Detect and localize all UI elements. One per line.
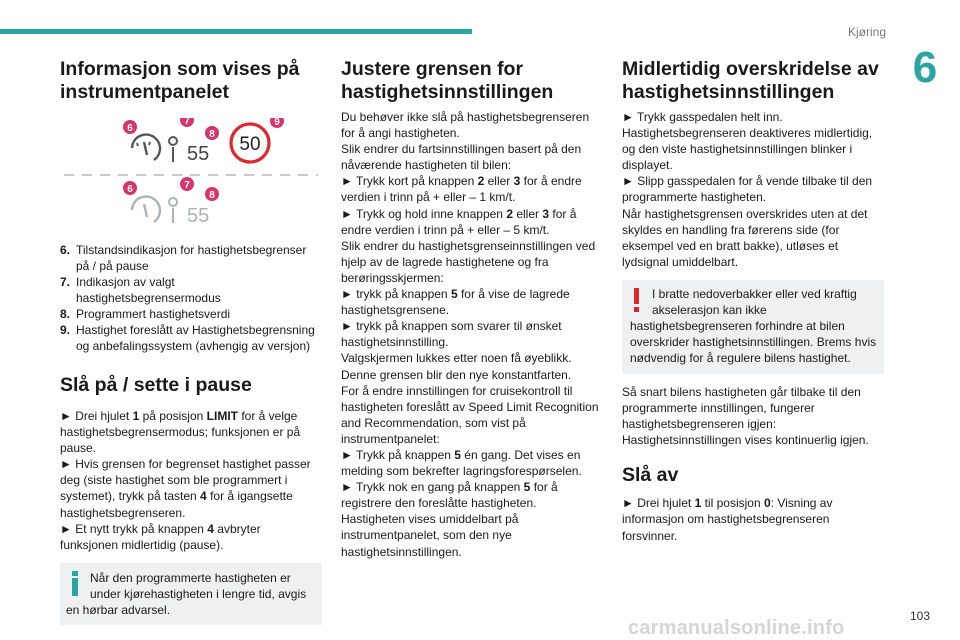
svg-text:6: 6 bbox=[127, 123, 133, 134]
callout-6-bottom bbox=[123, 181, 137, 195]
paragraph: For å endre innstillingen for cruisekontroll til hastigheten foreslått av Speed Limit Recognition and Recommendation, som vist på instrumentpanelet: bbox=[341, 383, 599, 446]
paragraph: ► Trykk og hold inne knappen 2 eller 3 for å endre verdien i trinn på + eller – 5 km/t. bbox=[341, 206, 577, 237]
paragraph: ► trykk på knappen som svarer til ønsket hastighetsinnstilling. bbox=[341, 319, 562, 350]
paragraph: ► Trykk kort på knappen 2 eller 3 for å endre verdien i trinn på + eller – 1 km/t. bbox=[341, 174, 582, 205]
heading-adjust-limit: Justere grensen for hastighetsinnstillingen bbox=[341, 58, 554, 103]
column-2 bbox=[341, 58, 603, 560]
speed-limiter-illustration bbox=[60, 118, 322, 226]
paragraph: ► Slipp gasspedalen for å vende tilbake til den programmerte hastigheten. bbox=[622, 174, 873, 205]
watermark: carmanualsonline.info bbox=[628, 617, 845, 639]
speedometer-icon bbox=[132, 135, 160, 160]
speedometer-icon-inactive bbox=[132, 197, 160, 222]
heading-turn-off: Slå av bbox=[622, 464, 679, 487]
callout-6-top bbox=[123, 120, 137, 134]
speed-display-top: 55 bbox=[187, 143, 210, 165]
warning-icon bbox=[630, 286, 646, 316]
limiter-mode-icon bbox=[169, 137, 177, 162]
heading-activate-pause: Slå på / sette i pause bbox=[60, 374, 252, 396]
section-label: Kjøring bbox=[847, 25, 886, 39]
svg-text:9: 9 bbox=[274, 118, 280, 128]
limit-sign-value: 50 bbox=[239, 134, 261, 155]
speed-display-bottom: 55 bbox=[187, 205, 210, 226]
paragraph: Når hastighetsgrensen overskrides uten at det skyldes en handling fra førerens side (for eksempel ved en bratt bakke), utløses et lydsignal umiddelbart. bbox=[622, 206, 868, 269]
list-item: 8. Programmert hastighetsverdi bbox=[60, 307, 231, 321]
paragraph: ► Trykk gasspedalen helt inn. bbox=[622, 110, 783, 124]
svg-text:6: 6 bbox=[127, 184, 133, 195]
heading-temporary-exceed: Midlertidig overskridelse av hastighetsinnstillingen bbox=[622, 58, 879, 103]
list-item: 6. Tilstandsindikasjon for hastighetsbegrenser på / på pause bbox=[60, 243, 307, 273]
paragraph: Du behøver ikke slå på hastighetsbegrenseren for å angi hastigheten. bbox=[341, 110, 590, 141]
page-number: 103 bbox=[909, 609, 930, 623]
callout-9-top bbox=[270, 118, 284, 128]
column-3 bbox=[622, 58, 884, 544]
paragraph: Hastighetsbegrenseren deaktiveres midlertidig, og den viste hastighetsinnstillingen blinker i displayet. bbox=[622, 126, 873, 173]
speed-limiter-figure bbox=[60, 118, 322, 226]
svg-text:7: 7 bbox=[184, 180, 190, 191]
column-1 bbox=[60, 58, 322, 625]
callout-8-bottom bbox=[205, 187, 219, 201]
paragraph: Denne grensen blir den nye konstantfarten. bbox=[341, 367, 572, 382]
paragraph: ► Et nytt trykk på knappen 4 avbryter funksjonen midlertidig (pause). bbox=[60, 521, 261, 552]
callout-7-top bbox=[180, 118, 194, 127]
limiter-mode-icon-inactive bbox=[169, 198, 177, 223]
svg-text:7: 7 bbox=[184, 118, 190, 127]
info-icon bbox=[66, 570, 86, 596]
legend-list bbox=[60, 242, 322, 354]
paragraph: ► Drei hjulet 1 på posisjon LIMIT for å velge hastighetsbegrensermodus; funksjonen er på pause. bbox=[60, 409, 301, 456]
chapter-number: 6 bbox=[912, 43, 938, 92]
paragraph: Slik endrer du fartsinnstillingen basert på den nåværende hastigheten til bilen: bbox=[341, 142, 582, 173]
svg-text:8: 8 bbox=[209, 129, 215, 140]
paragraph: Slik endrer du hastighetsgrenseinnstillingen ved hjelp av de lagrede hastighetene og fra berøringsskjermen: bbox=[341, 238, 596, 285]
paragraph: ► trykk på knappen 5 for å vise de lagrede hastighetsgrensene. bbox=[341, 287, 570, 318]
paragraph: Hastigheten vises umiddelbart på instrumentpanelet, som den nye hastighetsinnstillingen. bbox=[341, 512, 519, 559]
paragraph: ► Trykk på knappen 5 én gang. Det vises en melding som bekrefter lagringsforespørselen. bbox=[341, 447, 582, 479]
warning-text: I bratte nedoverbakker eller ved kraftig akselerasjon kan ikke hastighetsbegrenseren forhindre at bilen overskrider hastighetsinnstillingen. Brems hvis nødvendig for å regulere bilens hastighet. bbox=[630, 286, 877, 365]
info-text: Når den programmerte hastigheten er under kjørehastigheten i lengre tid, avgis en hørbar advarsel. bbox=[66, 570, 307, 617]
callout-7-bottom bbox=[180, 177, 194, 191]
heading-instrument-info: Informasjon som vises på instrumentpanelet bbox=[60, 58, 300, 103]
paragraph: ► Trykk nok en gang på knappen 5 for å registrere den foreslåtte hastigheten. bbox=[341, 480, 558, 511]
paragraph: Så snart bilens hastigheten går tilbake til den programmerte innstillingen, fungerer hastighetsbegrenseren igjen: Hastighetsinnstillingen vises kontinuerlig igjen. bbox=[622, 384, 869, 448]
callout-8-top bbox=[205, 126, 219, 140]
header-accent-bar bbox=[0, 29, 472, 34]
svg-text:8: 8 bbox=[209, 190, 215, 201]
paragraph: Valgskjermen lukkes etter noen få øyeblikk. bbox=[341, 351, 572, 366]
list-item: 7. Indikasjon av valgt hastighetsbegrensermodus bbox=[60, 275, 221, 305]
warning-box bbox=[622, 280, 884, 374]
info-box bbox=[60, 563, 322, 625]
paragraph: ► Hvis grensen for begrenset hastighet passer deg (siste hastighet som ble programmert i systemet), trykk på tasten 4 for å igangsette hastighetsbegrenseren. bbox=[60, 457, 311, 520]
list-item: 9. Hastighet foreslått av Hastighetsbegrensning og anbefalingssystem (avhengig av versjon) bbox=[60, 323, 315, 353]
paragraph: ► Drei hjulet 1 til posisjon 0: Visning av informasjon om hastighetsbegrenseren forsvinner. bbox=[622, 496, 833, 543]
